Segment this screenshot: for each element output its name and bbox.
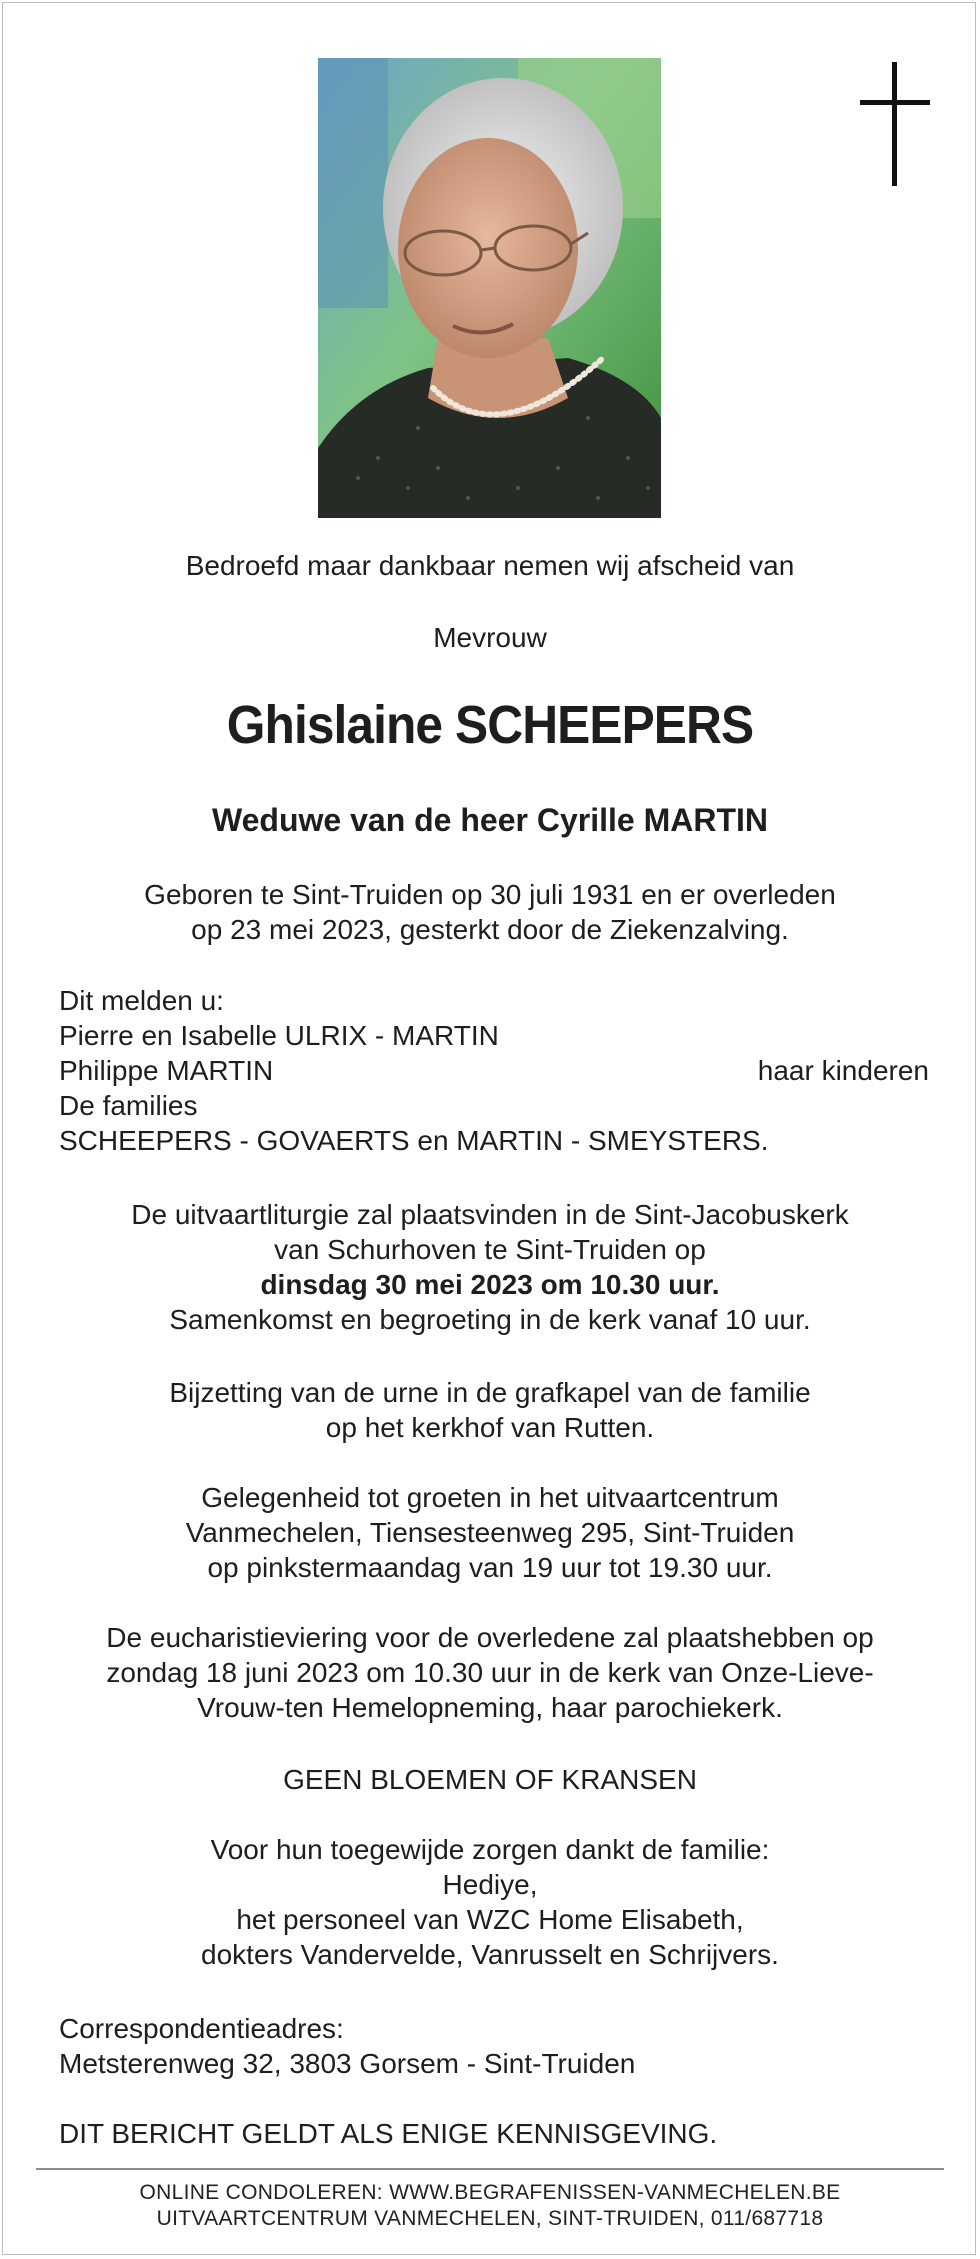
death-line: op 23 mei 2023, gesterkt door de Ziekenzalving. [191,914,789,945]
footer-funeral-home: UITVAARTCENTRUM VANMECHELEN, SINT-TRUIDEN, 011/687718 [156,2207,824,2230]
correspondence-address: Metsterenweg 32, 3803 Gorsem - Sint-Truiden [59,2048,636,2079]
footer [40,2180,940,2232]
family-block [59,983,929,1158]
thanks-line: Hediye, [442,1869,538,1900]
footer-condolence-link[interactable]: ONLINE CONDOLEREN: WWW.BEGRAFENISSEN-VANMECHELEN.BE [139,2181,841,2204]
family-heading: Dit melden u: [59,985,224,1016]
mass-line: zondag 18 juni 2023 om 10.30 uur in de kerk van Onze-Lieve- [106,1657,874,1688]
title-prefix: Mevrouw [433,622,547,653]
liturgy-date: dinsdag 30 mei 2023 om 10.30 uur. [260,1269,720,1300]
portrait-photo [318,58,661,518]
mass-line: De eucharistieviering voor de overledene zal plaatshebben op [106,1622,874,1653]
burial-line: Bijzetting van de urne in de grafkapel van de familie [169,1377,811,1408]
mass-block [40,1620,940,1725]
thanks-line: dokters Vandervelde, Vanrusselt en Schrijvers. [201,1939,779,1970]
deceased-name: Ghislaine SCHEEPERS [226,695,754,755]
burial-block [40,1375,940,1445]
thanks-line: Voor hun toegewijde zorgen dankt de familie: [210,1834,770,1865]
thanks-block [40,1832,940,1972]
burial-line: op het kerkhof van Rutten. [325,1412,655,1443]
birth-line: Geboren te Sint-Truiden op 30 juli 1931 en er overleden [144,879,836,910]
liturgy-line: van Schurhoven te Sint-Truiden op [274,1234,706,1265]
notice-text: DIT BERICHT GELDT ALS ENIGE KENNISGEVING. [59,2118,718,2149]
mass-line: Vrouw-ten Hemelopneming, haar parochiekerk. [197,1692,783,1723]
family-line: SCHEEPERS - GOVAERTS en MARTIN - SMEYSTERS. [59,1125,769,1156]
cross-icon [860,62,930,186]
thanks-line: het personeel van WZC Home Elisabeth, [236,1904,744,1935]
greeting-line: Vanmechelen, Tiensesteenweg 295, Sint-Truiden [185,1517,795,1548]
greeting-block [40,1480,940,1585]
birth-death-block [40,877,940,947]
family-role: haar kinderen [757,1055,929,1086]
family-children-row [59,1053,929,1088]
intro-text: Bedroefd maar dankbaar nemen wij afscheid van [185,550,795,581]
footer-divider [36,2168,944,2170]
liturgy-block [40,1197,940,1337]
liturgy-line: Samenkomst en begroeting in de kerk vanaf 10 uur. [169,1304,811,1335]
liturgy-line: De uitvaartliturgie zal plaatsvinden in de Sint-Jacobuskerk [131,1199,849,1230]
family-line: Pierre en Isabelle ULRIX - MARTIN [59,1020,499,1051]
greeting-line: Gelegenheid tot groeten in het uitvaartcentrum [201,1482,779,1513]
greeting-line: op pinkstermaandag van 19 uur tot 19.30 uur. [207,1552,773,1583]
widow-line: Weduwe van de heer Cyrille MARTIN [212,802,768,838]
correspondence-label: Correspondentieadres: [59,2013,344,2044]
no-flowers-notice: GEEN BLOEMEN OF KRANSEN [283,1764,697,1795]
family-line: De families [59,1090,198,1121]
correspondence-block [59,2011,929,2081]
family-line: Philippe MARTIN [59,1055,274,1086]
